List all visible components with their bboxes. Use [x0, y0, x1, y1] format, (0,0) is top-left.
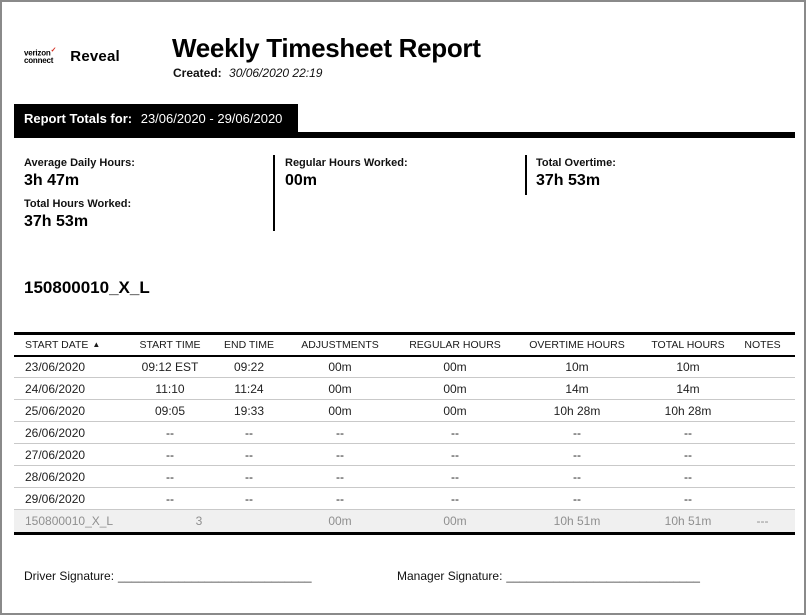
table-header-row [14, 334, 795, 356]
regular-hours-cell: -- [402, 422, 508, 444]
created-value: 30/06/2020 22:19 [229, 66, 323, 80]
column-header-adjustments: ADJUSTMENTS [278, 334, 402, 356]
adjustments-cell: 00m [278, 400, 402, 422]
metrics-column-1 [24, 154, 135, 239]
table-row [14, 466, 795, 488]
start-time-cell: 09:12 EST [120, 356, 220, 378]
notes-cell [730, 422, 795, 444]
overtime-hours-cell: -- [508, 444, 646, 466]
created-label: Created: [173, 66, 222, 80]
metrics-column-3 [536, 154, 616, 198]
total-hours-cell: 14m [646, 378, 730, 400]
adjustments-cell: -- [278, 488, 402, 510]
start-date-cell: 23/06/2020 [14, 356, 120, 378]
sort-ascending-icon: ▲ [92, 339, 101, 349]
average-daily-hours-value: 3h 47m [24, 172, 80, 189]
table-row [14, 422, 795, 444]
adjustments-cell: -- [278, 466, 402, 488]
regular-hours-cell: 00m [402, 356, 508, 378]
start-date-cell: 25/06/2020 [14, 400, 120, 422]
table-summary-row [14, 510, 795, 534]
summary-regular-hours: 00m [402, 510, 508, 534]
total-hours-cell: 10m [646, 356, 730, 378]
overtime-hours-cell: -- [508, 488, 646, 510]
total-hours-cell: -- [646, 466, 730, 488]
end-time-cell: -- [220, 422, 278, 444]
start-time-cell: 09:05 [120, 400, 220, 422]
notes-cell [730, 356, 795, 378]
column-header-end-time: END TIME [220, 334, 278, 356]
start-date-cell: 29/06/2020 [14, 488, 120, 510]
overtime-hours-cell: -- [508, 422, 646, 444]
summary-total-hours: 10h 51m [646, 510, 730, 534]
created-timestamp [173, 66, 322, 80]
end-time-cell: -- [220, 444, 278, 466]
summary-adjustments: 00m [278, 510, 402, 534]
adjustments-cell: -- [278, 422, 402, 444]
overtime-hours-cell: 10m [508, 356, 646, 378]
adjustments-cell: 00m [278, 378, 402, 400]
column-header-regular-hours: REGULAR HOURS [402, 334, 508, 356]
notes-cell [730, 488, 795, 510]
driver-signature-label: Driver Signature: [24, 569, 115, 583]
summary-notes: --- [730, 510, 795, 534]
report-totals-bar [14, 104, 795, 138]
regular-hours-cell: -- [402, 466, 508, 488]
total-hours-cell: -- [646, 488, 730, 510]
report-totals-date-range: 23/06/2020 - 29/06/2020 [140, 111, 283, 126]
metrics-divider-1 [273, 155, 275, 231]
report-totals-label: Report Totals for: [24, 111, 133, 126]
driver-signature-block [24, 569, 312, 583]
column-header-overtime-hours: OVERTIME HOURS [508, 334, 646, 356]
average-daily-hours-label: Average Daily Hours: [24, 157, 135, 169]
driver-id-heading: 150800010_X_L [24, 278, 150, 297]
page-title: Weekly Timesheet Report [172, 33, 481, 63]
manager-signature-label: Manager Signature: [397, 569, 503, 583]
table-row [14, 488, 795, 510]
regular-hours-cell: 00m [402, 378, 508, 400]
overtime-hours-cell: -- [508, 466, 646, 488]
total-hours-cell: -- [646, 444, 730, 466]
adjustments-cell: 00m [278, 356, 402, 378]
verizon-wordmark: verizon [24, 48, 51, 58]
notes-cell [730, 378, 795, 400]
total-overtime-label: Total Overtime: [536, 157, 616, 169]
regular-hours-worked-label: Regular Hours Worked: [285, 157, 408, 169]
column-header-start-date[interactable] [14, 334, 120, 356]
column-header-notes: NOTES [730, 334, 795, 356]
notes-cell [730, 466, 795, 488]
total-hours-worked-label: Total Hours Worked: [24, 198, 132, 210]
verizon-check-icon: ✓ [50, 47, 57, 55]
metrics-column-2 [285, 154, 408, 198]
end-time-cell: -- [220, 488, 278, 510]
end-time-cell: 19:33 [220, 400, 278, 422]
regular-hours-worked-value: 00m [285, 172, 318, 189]
start-time-cell: -- [120, 466, 220, 488]
total-hours-worked-value: 37h 53m [24, 213, 89, 230]
notes-cell [730, 400, 795, 422]
table-row [14, 444, 795, 466]
total-hours-cell: -- [646, 422, 730, 444]
table-row [14, 356, 795, 378]
start-date-cell: 27/06/2020 [14, 444, 120, 466]
end-time-cell: -- [220, 466, 278, 488]
summary-days-count: 3 [120, 510, 278, 534]
end-time-cell: 09:22 [220, 356, 278, 378]
total-hours-cell: 10h 28m [646, 400, 730, 422]
overtime-hours-cell: 14m [508, 378, 646, 400]
verizon-connect-wordmark [24, 49, 56, 64]
reveal-wordmark: Reveal [70, 48, 120, 65]
metrics-divider-2 [525, 155, 527, 195]
total-overtime-value: 37h 53m [536, 172, 601, 189]
start-time-cell: -- [120, 488, 220, 510]
overtime-hours-cell: 10h 28m [508, 400, 646, 422]
report-totals-label-box [14, 104, 298, 132]
column-header-total-hours: TOTAL HOURS [646, 334, 730, 356]
summary-driver-id: 150800010_X_L [14, 510, 120, 534]
regular-hours-cell: 00m [402, 400, 508, 422]
column-header-start-time: START TIME [120, 334, 220, 356]
start-date-cell: 26/06/2020 [14, 422, 120, 444]
start-time-cell: 11:10 [120, 378, 220, 400]
report-totals-underbar [14, 132, 795, 138]
timesheet-table [14, 332, 795, 535]
driver-signature-line: _____________________________ [118, 569, 312, 583]
connect-wordmark: connect [24, 55, 54, 65]
end-time-cell: 11:24 [220, 378, 278, 400]
start-date-cell: 24/06/2020 [14, 378, 120, 400]
start-time-cell: -- [120, 444, 220, 466]
table-row [14, 378, 795, 400]
start-time-cell: -- [120, 422, 220, 444]
regular-hours-cell: -- [402, 488, 508, 510]
start-date-header-label: START DATE [25, 338, 89, 351]
manager-signature-line: _____________________________ [506, 569, 700, 583]
table-row [14, 400, 795, 422]
regular-hours-cell: -- [402, 444, 508, 466]
verizon-connect-logo [24, 48, 120, 65]
adjustments-cell: -- [278, 444, 402, 466]
start-date-cell: 28/06/2020 [14, 466, 120, 488]
manager-signature-block [397, 569, 700, 583]
summary-overtime-hours: 10h 51m [508, 510, 646, 534]
notes-cell [730, 444, 795, 466]
